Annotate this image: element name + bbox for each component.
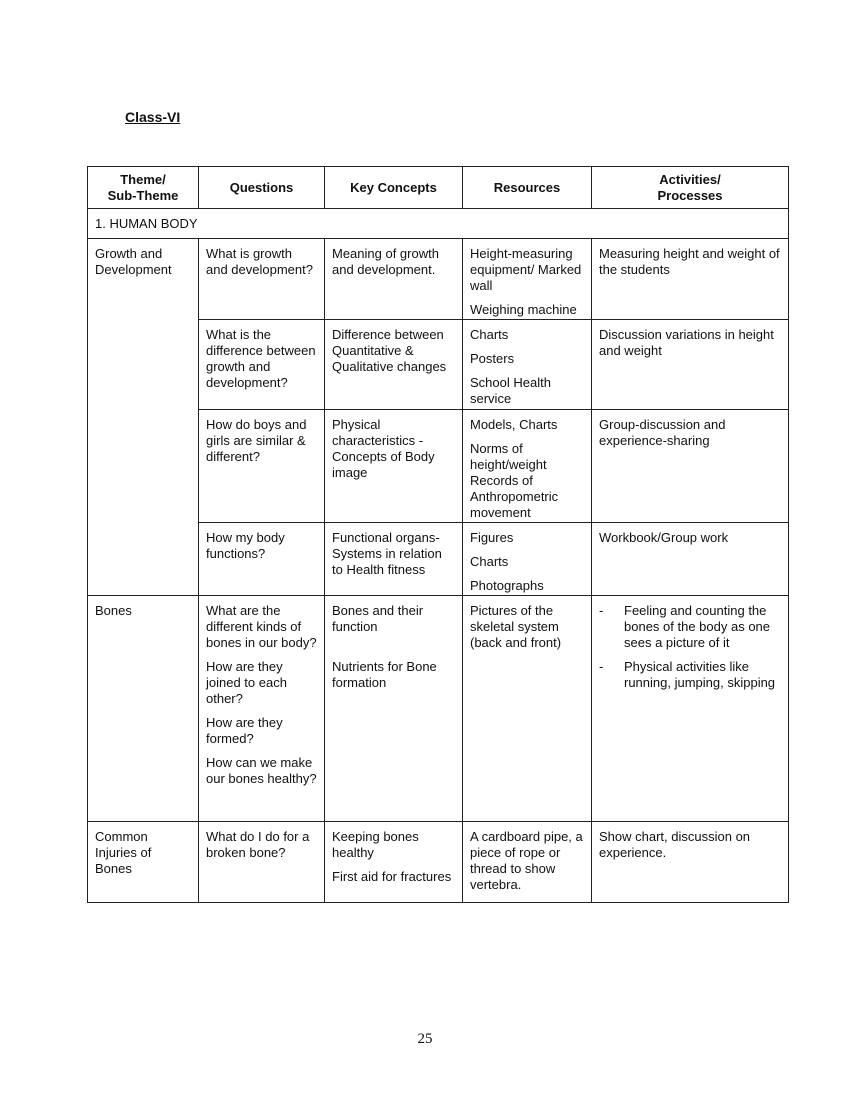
concept-cell: Functional organs- Systems in relation to Health fitness: [325, 523, 463, 596]
activity-cell: Show chart, discussion on experience.: [592, 822, 789, 903]
concept-cell: Keeping bones healthy First aid for fractures: [325, 822, 463, 903]
concept-cell: Meaning of growth and development.: [325, 239, 463, 320]
question-cell: How do boys and girls are similar & different?: [199, 410, 325, 523]
header-theme: Theme/ Sub-Theme: [88, 167, 199, 209]
question-cell: How my body functions?: [199, 523, 325, 596]
question-cell: What are the different kinds of bones in our body? How are they joined to each other? How are they formed? How can we make our bones healthy?: [199, 596, 325, 822]
header-row: [88, 167, 789, 209]
resource-cell: Pictures of the skeletal system (back and front): [463, 596, 592, 822]
concept-cell: Bones and their function Nutrients for Bone formation: [325, 596, 463, 822]
theme-cell: Growth and Development: [88, 239, 199, 596]
table-row: [88, 239, 789, 320]
activity-bullet: - Physical activities like running, jumping, skipping: [599, 659, 776, 690]
concept-cell: Physical characteristics - Concepts of Body image: [325, 410, 463, 523]
section-row: [88, 209, 789, 239]
resource-cell: Charts Posters School Health service: [463, 320, 592, 410]
theme-cell: Common Injuries of Bones: [88, 822, 199, 903]
theme-cell: Bones: [88, 596, 199, 822]
table-row: [88, 596, 789, 822]
concept-cell: Difference between Quantitative & Qualitative changes: [325, 320, 463, 410]
activity-cell: Discussion variations in height and weight: [592, 320, 789, 410]
resource-cell: Figures Charts Photographs: [463, 523, 592, 596]
activity-cell: Workbook/Group work: [592, 523, 789, 596]
section-title: 1. HUMAN BODY: [88, 209, 789, 239]
header-activities: Activities/ Processes: [592, 167, 789, 209]
table-row: [88, 822, 789, 903]
page-title: Class-VI: [125, 109, 181, 125]
activity-cell: Measuring height and weight of the students: [592, 239, 789, 320]
header-key-concepts: Key Concepts: [325, 167, 463, 209]
question-cell: What is growth and development?: [199, 239, 325, 320]
curriculum-table: [87, 166, 789, 903]
question-cell: What do I do for a broken bone?: [199, 822, 325, 903]
resource-cell: A cardboard pipe, a piece of rope or thread to show vertebra.: [463, 822, 592, 903]
resource-cell: Height-measuring equipment/ Marked wall Weighing machine: [463, 239, 592, 320]
activity-cell: Group-discussion and experience-sharing: [592, 410, 789, 523]
activity-bullet: - Feeling and counting the bones of the body as one sees a picture of it: [599, 603, 771, 650]
activity-cell: [592, 596, 789, 822]
header-resources: Resources: [463, 167, 592, 209]
header-questions: Questions: [199, 167, 325, 209]
question-cell: What is the difference between growth and development?: [199, 320, 325, 410]
page-number: 25: [417, 1031, 433, 1047]
resource-cell: Models, Charts Norms of height/weight Records of Anthropometric movement: [463, 410, 592, 523]
